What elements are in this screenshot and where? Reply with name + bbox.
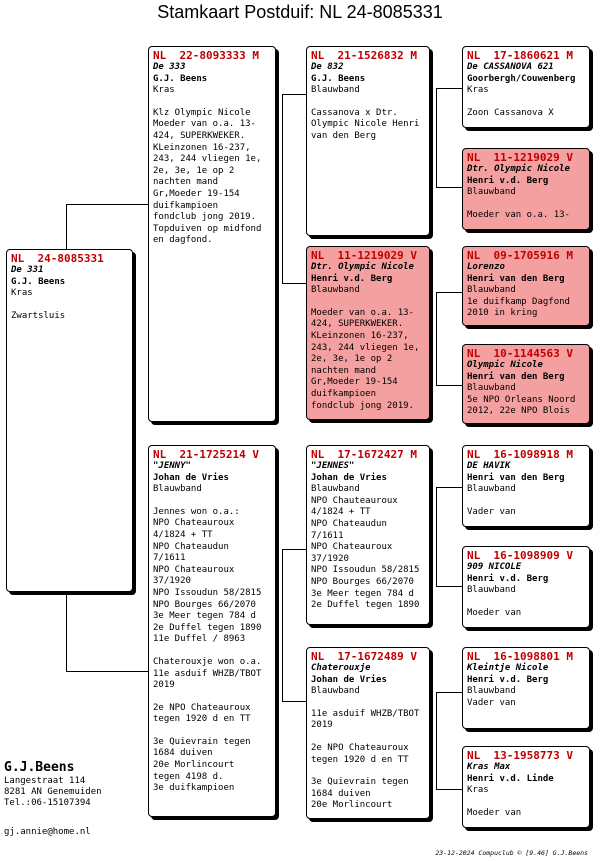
pigeon-color: Blauwband [311,285,360,296]
note-line: 37/1920 [311,553,349,564]
pigeon-name: Chaterouxje [311,663,371,673]
note-line: Jennes won o.a.: [153,506,240,517]
pigeon-color: Blauwband [467,484,516,495]
note-line: Topduiven op midfond [153,223,262,234]
connector-ff [436,88,463,188]
pigeon-card-mff[interactable] [462,445,590,527]
note-line: tegen 4198 d. [153,771,224,782]
breeder-email[interactable]: gj.annie@home.nl [4,827,91,837]
pigeon-color: Blauwband [467,383,516,394]
note-line: 3e Meer tegen 784 d [153,611,256,622]
pigeon-owner: G.J. Beens [153,73,208,84]
pigeon-color: Blauwband [311,484,360,495]
pigeon-owner: Henri van den Berg [467,472,565,483]
note-line: 7/1611 [311,530,344,541]
note-line: Moeder van o.a. 13- [311,307,414,318]
ring-number: NL 21-1526832 M [311,49,417,62]
ring-number: NL 16-1098909 V [467,549,573,562]
note-line: NPO Chateauroux [153,518,235,529]
ring-number: NL 16-1098801 M [467,650,573,663]
note-line: 424, SUPERKWEKER. [311,319,404,330]
note-line: en dagfond. [153,235,213,246]
note-line: 5e NPO Orleans Noord [467,394,576,405]
pigeon-color: Kras [467,785,489,796]
pigeon-owner: Johan de Vries [311,472,387,483]
note-line: NPO Chateaudun [311,518,387,529]
note-line: 11e asduif WHZB/TBOT [153,668,262,679]
connector-mf [436,487,463,587]
note-line: NPO Issoudun 58/2815 [153,587,262,598]
pigeon-name: De 333 [153,62,186,72]
ring-number: NL 09-1705916 M [467,249,573,262]
pigeon-name: De CASSANOVA 621 [467,62,554,72]
pigeon-card-fm[interactable] [306,246,430,420]
pigeon-color: Blauwband [311,686,360,697]
note-line: 4/1824 + TT [153,529,213,540]
pigeon-card-father[interactable] [148,46,276,422]
ring-number: NL 11-1219029 V [311,249,417,262]
pigeon-color: Kras [153,85,175,96]
note-line: Gr,Moeder 19-154 [311,377,398,388]
connector-mother [282,549,307,702]
note-line: 243, 244 vliegen 1e, [153,154,262,165]
note-line: NPO Bourges 66/2070 [311,576,414,587]
pigeon-color: Blauwband [153,484,202,495]
note-line: Klz Olympic Nicole [153,107,251,118]
note-line: 11e Duffel / 8963 [153,634,246,645]
pigeon-card-mother[interactable] [148,445,276,817]
pigeon-owner: Henri v.d. Linde [467,773,554,784]
ring-number: NL 24-8085331 [11,252,104,265]
pigeon-name: Kleintje Nicole [467,663,549,673]
pigeon-color: Blauwband [467,187,516,198]
pigeon-card-subject[interactable] [6,249,133,592]
pigeon-owner: Henri van den Berg [467,273,565,284]
pigeon-owner: Henri v.d. Berg [467,573,549,584]
pigeon-owner: Goorbergh/Couwenberg [467,73,576,84]
note-line: 2019 [153,680,175,691]
note-line: Vader van [467,506,516,517]
ring-number: NL 17-1672489 V [311,650,417,663]
note-line: NPO Chauteauroux [311,495,398,506]
note-line: tegen 1920 d en TT [153,714,251,725]
note-line: Olympic Nicole Henri [311,119,420,130]
breeder-info [4,760,102,809]
breeder-name: G.J.Beens [4,760,75,775]
note-line: 243, 244 vliegen 1e, [311,342,420,353]
note-line: fondclub jong 2019. [153,212,256,223]
pigeon-color: Kras [467,85,489,96]
pigeon-name: Dtr. Olympic Nicole [311,262,414,272]
note-line: nachten mand [311,365,377,376]
ring-number: NL 17-1860621 M [467,49,573,62]
pigeon-owner: Johan de Vries [311,674,387,685]
note-line: NPO Chateaudun [153,541,229,552]
pigeon-owner: Henri v.d. Berg [467,175,549,186]
pigeon-owner: Henri van den Berg [467,371,565,382]
note-line: 2e, 3e, 1e op 2 [153,165,235,176]
pigeon-color: Blauwband [467,285,516,296]
note-line: fondclub jong 2019. [311,400,414,411]
breeder-city: 8281 AN Genemuiden [4,787,102,797]
note-line: Vader van [467,697,516,708]
note-line: 3e duifkampioen [153,783,235,794]
ring-number: NL 17-1672427 M [311,448,417,461]
pigeon-color: Blauwband [467,585,516,596]
note-line: duifkampioen [153,200,219,211]
ring-number: NL 11-1219029 V [467,151,573,164]
pigeon-owner: Johan de Vries [153,472,229,483]
pigeon-name: Olympic Nicole [467,360,543,370]
note-line: 2e Duffel tegen 1890 [153,622,262,633]
note-line: 1684 duiven [153,748,213,759]
note-line: nachten mand [153,177,219,188]
note-line: KLeinzonen 16-237, [311,330,409,341]
note-line: Moeder van o.a. 13- [467,209,570,220]
note-line: Moeder van [467,607,522,618]
note-line: 3e Quievrain tegen [153,736,251,747]
note-line: 4/1824 + TT [311,507,371,518]
connector-mm [436,692,463,790]
note-line: 20e Morlincourt [311,800,393,811]
pigeon-card-mmf[interactable] [462,647,590,729]
note-line: 424, SUPERKWEKER. [153,130,246,141]
pigeon-owner: Henri v.d. Berg [311,273,393,284]
note-line: 2010 in kring [467,308,538,319]
ring-number: NL 10-1144563 V [467,347,573,360]
note-line: Moeder van o.a. 13- [153,119,256,130]
note-line: NPO Chateauroux [311,542,393,553]
pigeon-color: Kras [11,288,33,299]
note-line: 2e Duffel tegen 1890 [311,600,420,611]
pigeon-owner: Henri v.d. Berg [467,674,549,685]
note-line: 1e duifkamp Dagfond [467,296,570,307]
note-line: 2e, 3e, 1e op 2 [311,354,393,365]
pigeon-card-fmf[interactable] [462,246,590,326]
note-line: 2e NPO Chateauroux [153,702,251,713]
pigeon-name: Kras Max [467,762,511,772]
note-line: Moeder van [467,807,522,818]
note-line: NPO Issoudun 58/2815 [311,565,420,576]
footer-credits: 23-12-2024 Compuclub © [9.46] G.J.Beens [435,849,588,857]
ring-number: NL 22-8093333 M [153,49,259,62]
note-line: van den Berg [311,130,377,141]
pigeon-owner: G.J. Beens [11,276,66,287]
ring-number: NL 16-1098918 M [467,448,573,461]
note-line: NPO Chateauroux [153,564,235,575]
pigeon-card-mfm[interactable] [462,546,590,628]
note-line: NPO Bourges 66/2070 [153,599,256,610]
pigeon-card-fmm[interactable] [462,344,590,424]
breeder-street: Langestraat 114 [4,776,86,786]
note-line: 3e Meer tegen 784 d [311,588,414,599]
pigeon-name: "JENNES" [311,461,355,471]
note-line: 20e Morlincourt [153,760,235,771]
pigeon-name: De 832 [311,62,344,72]
pigeon-name: Lorenzo [467,262,505,272]
note-line: 2019 [311,720,333,731]
pigeon-name: "JENNY" [153,461,191,471]
pigeon-card-ffm[interactable] [462,148,590,230]
note-line: 2012, 22e NPO Blois [467,406,570,417]
pigeon-card-fff[interactable] [462,46,590,128]
pigeon-name: DE HAVIK [467,461,511,471]
note-line: Zoon Cassanova X [467,107,554,118]
note-line: KLeinzonen 16-237, [153,142,251,153]
note-line: Gr,Moeder 19-154 [153,188,240,199]
pigeon-card-mf[interactable] [306,445,430,625]
pigeon-name: Dtr. Olympic Nicole [467,164,570,174]
note-line: 3e Quievrain tegen [311,777,409,788]
ring-number: NL 13-1958773 V [467,749,573,762]
ring-number: NL 21-1725214 V [153,448,259,461]
note-line: 1684 duiven [311,788,371,799]
breeder-phone: Tel.:06-15107394 [4,798,91,808]
page-title: Stamkaart Postduif: NL 24-8085331 [157,2,443,22]
note-line: Zwartsluis [11,310,66,321]
pigeon-owner: G.J. Beens [311,73,366,84]
pigeon-name: De 331 [11,265,44,275]
note-line: 37/1920 [153,576,191,587]
connector-fm [436,292,463,386]
pigeon-color: Blauwband [311,85,360,96]
pigeon-color: Blauwband [467,686,516,697]
pigeon-card-mm[interactable] [306,647,430,819]
connector-father [282,94,307,284]
note-line: 11e asduif WHZB/TBOT [311,708,420,719]
pigeon-name: 909 NICOLE [467,562,522,572]
pigeon-card-ff[interactable] [306,46,430,236]
note-line: Chaterouxje won o.a. [153,656,262,667]
note-line: tegen 1920 d en TT [311,754,409,765]
note-line: duifkampioen [311,388,377,399]
pigeon-card-mmm[interactable] [462,746,590,828]
note-line: 2e NPO Chateauroux [311,742,409,753]
note-line: 7/1611 [153,553,186,564]
note-line: Cassanova x Dtr. [311,107,398,118]
